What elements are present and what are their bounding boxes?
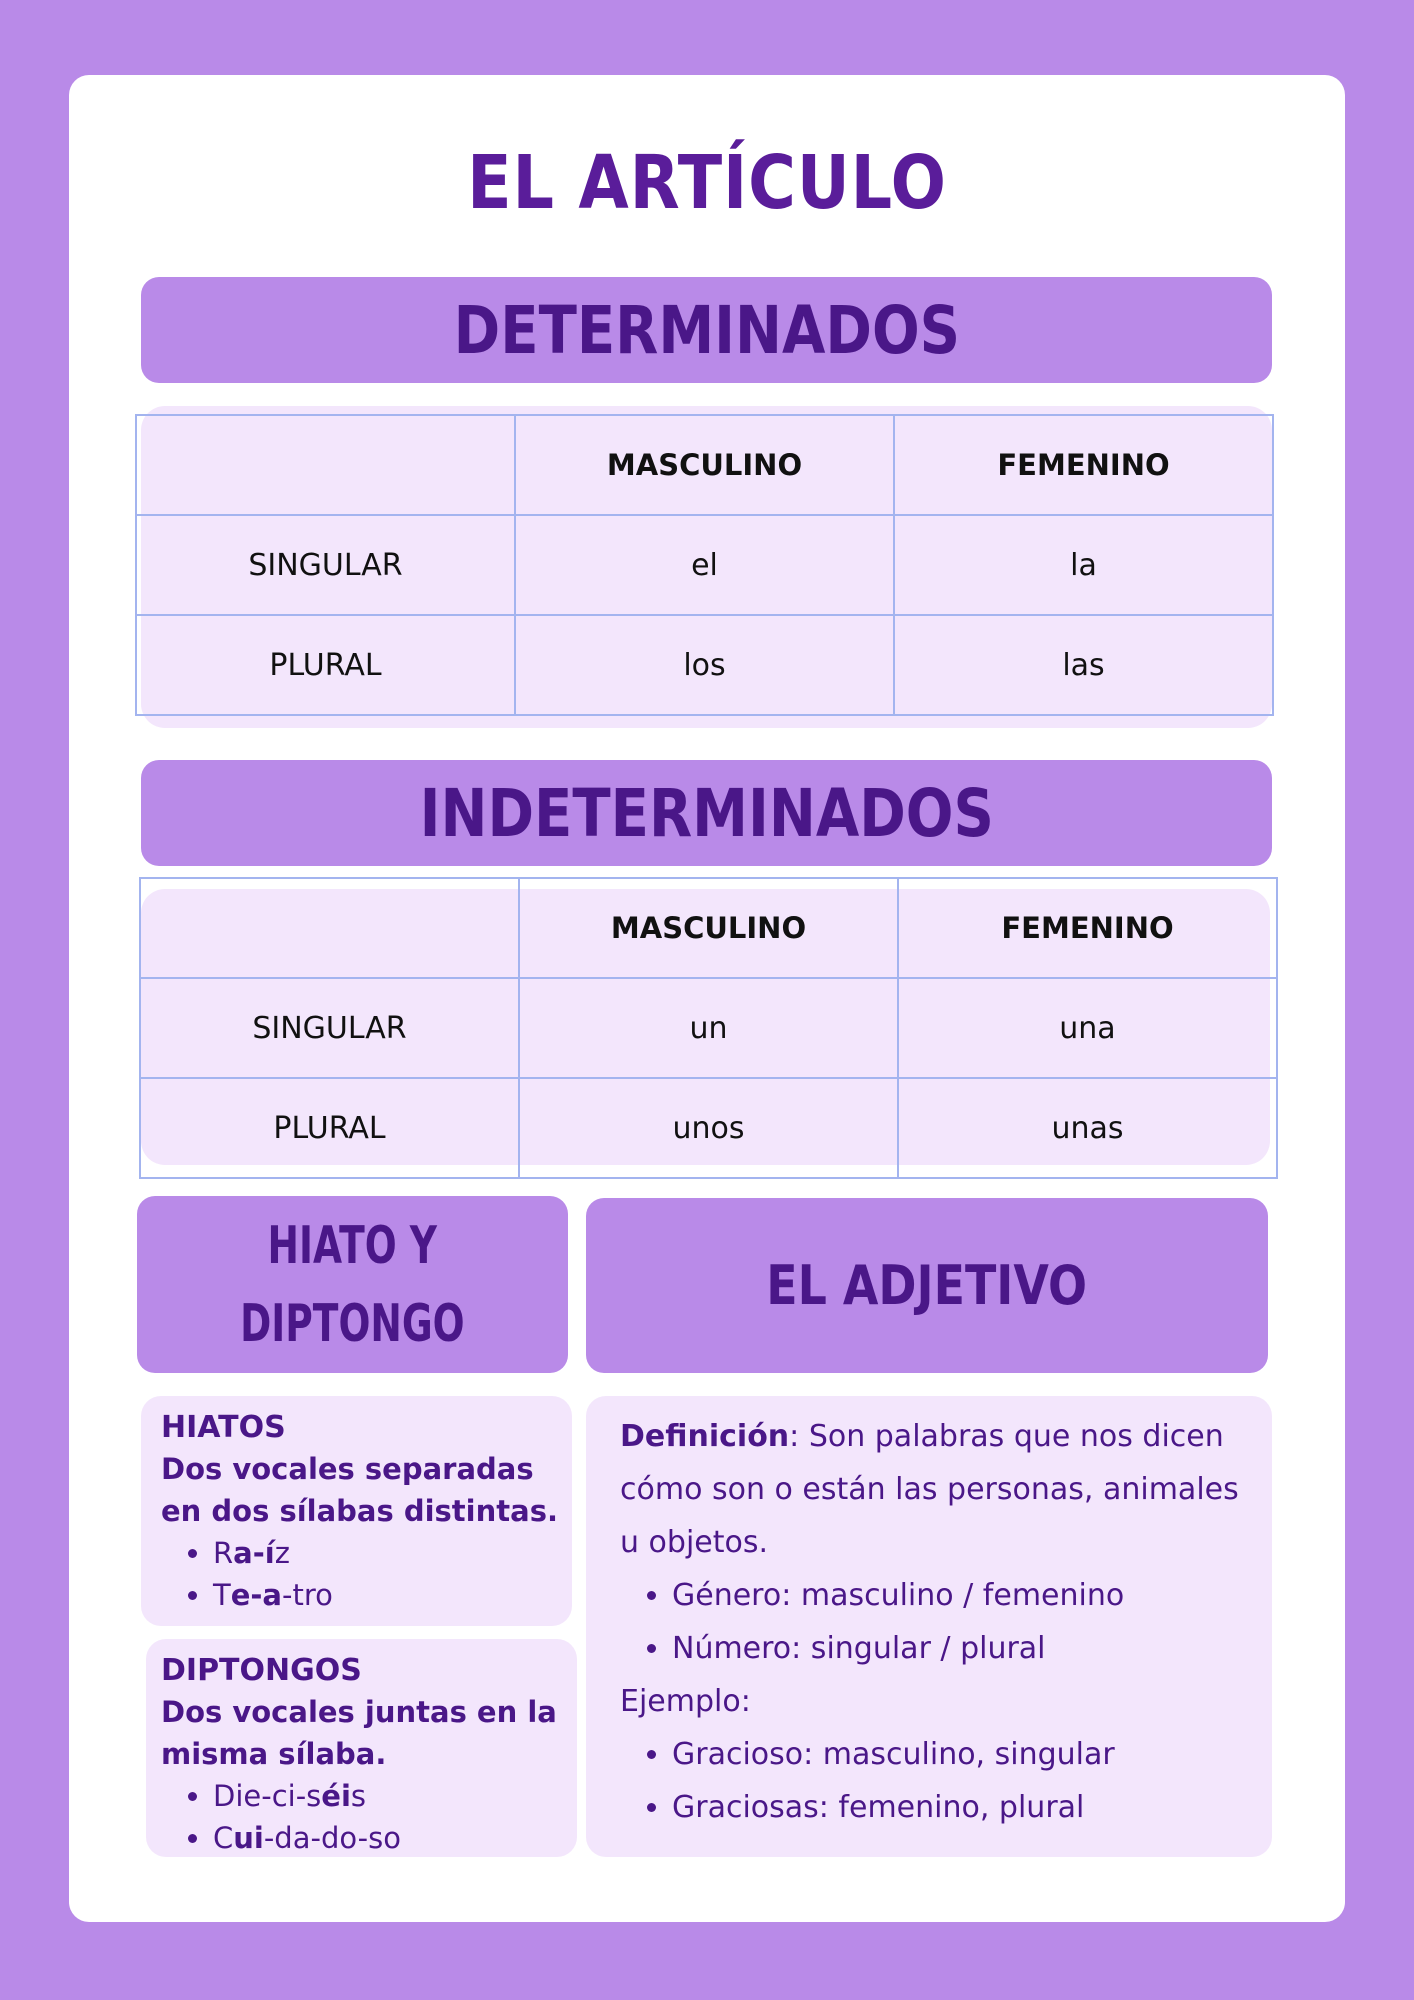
list-item: • Cui-da-do-so	[213, 1817, 567, 1859]
adjetivo-examples	[620, 1728, 1242, 1834]
cell-masculino: un	[519, 978, 898, 1078]
list-item: • Graciosas: femenino, plural	[672, 1781, 1242, 1834]
adjetivo-features	[620, 1569, 1242, 1675]
definition-text: : Son palabras que nos dicen cómo son o están las personas, animales u objetos.	[620, 1419, 1239, 1560]
list-item: • Te-a-tro	[213, 1574, 562, 1616]
header-cell-femenino: FEMENINO	[894, 415, 1273, 515]
adjetivo-heading: EL ADJETIVO	[766, 1254, 1088, 1317]
hiato-heading-line1: HIATO Y	[267, 1215, 438, 1276]
adjetivo-banner	[586, 1198, 1268, 1373]
list-item: • Número: singular / plural	[672, 1622, 1242, 1675]
row-label: PLURAL	[140, 1078, 519, 1178]
cell-femenino: las	[894, 615, 1273, 715]
indeterminados-table	[139, 877, 1278, 1179]
header-cell-masculino: MASCULINO	[519, 878, 898, 978]
hiatos-examples	[161, 1532, 562, 1616]
determinados-table	[135, 414, 1274, 716]
diptongos-box	[146, 1639, 577, 1857]
indeterminados-heading: INDETERMINADOS	[419, 774, 994, 852]
indeterminados-banner	[141, 760, 1272, 866]
cell-masculino: unos	[519, 1078, 898, 1178]
diptongos-examples	[161, 1775, 567, 1859]
hiato-heading-line2: DIPTONGO	[240, 1293, 465, 1354]
hiato-diptongo-banner	[137, 1196, 568, 1373]
cell-femenino: una	[898, 978, 1277, 1078]
table-row	[140, 1078, 1277, 1178]
header-cell-empty	[136, 415, 515, 515]
list-item: • Ra-íz	[213, 1532, 562, 1574]
table-row	[140, 978, 1277, 1078]
table-header-row	[136, 415, 1273, 515]
row-label: PLURAL	[136, 615, 515, 715]
hiatos-description: Dos vocales separadas en dos sílabas distintas.	[161, 1452, 558, 1528]
row-label: SINGULAR	[136, 515, 515, 615]
example-label: Ejemplo:	[620, 1684, 751, 1719]
table-row	[136, 615, 1273, 715]
determinados-heading: DETERMINADOS	[453, 291, 960, 369]
definition-label: Definición	[620, 1419, 790, 1454]
list-item: • Gracioso: masculino, singular	[672, 1728, 1242, 1781]
cell-masculino: los	[515, 615, 894, 715]
adjetivo-box	[586, 1396, 1272, 1857]
adjetivo-definition	[620, 1410, 1242, 1569]
header-cell-masculino: MASCULINO	[515, 415, 894, 515]
cell-femenino: la	[894, 515, 1273, 615]
list-item: • Género: masculino / femenino	[672, 1569, 1242, 1622]
determinados-banner	[141, 277, 1272, 383]
table-row	[136, 515, 1273, 615]
row-label: SINGULAR	[140, 978, 519, 1078]
cell-masculino: el	[515, 515, 894, 615]
page-title: EL ARTÍCULO	[467, 140, 947, 226]
hiatos-box	[141, 1396, 572, 1626]
list-item: • Die-ci-séis	[213, 1775, 567, 1817]
header-cell-empty	[140, 878, 519, 978]
header-cell-femenino: FEMENINO	[898, 878, 1277, 978]
hiatos-title: HIATOS	[161, 1410, 286, 1445]
table-header-row	[140, 878, 1277, 978]
diptongos-title: DIPTONGOS	[161, 1653, 362, 1688]
diptongos-description: Dos vocales juntas en la misma sílaba.	[161, 1695, 557, 1771]
cell-femenino: unas	[898, 1078, 1277, 1178]
